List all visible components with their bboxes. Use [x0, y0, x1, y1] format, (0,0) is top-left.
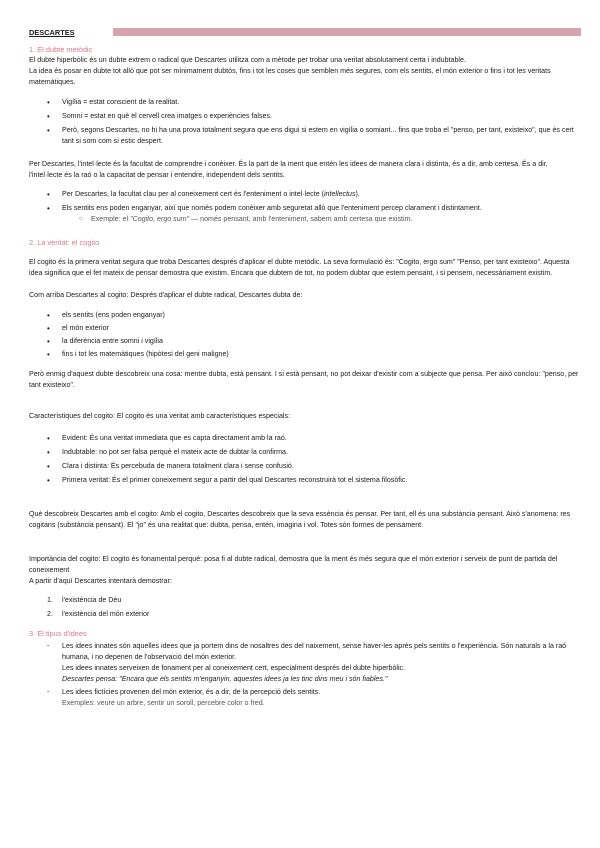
dash-marker: -	[47, 688, 50, 696]
list-item: • Somni = estat en què el cervell crea imatges o experiències falses.	[29, 111, 581, 122]
section-2-heading: 2. La veritat: el cogito	[29, 238, 100, 247]
list-item: • Clara i distinta: És percebuda de manera totalment clara i sense confusió.	[29, 461, 581, 472]
list-number: 1.	[47, 596, 53, 604]
list-item	[29, 609, 581, 620]
s1-bullet-list-2	[29, 189, 581, 225]
list-item: • Els sentits ens poden enganyar, així que només podem conèixer amb seguretat allò que l'enteniment percep clarament i distintament.	[29, 203, 581, 214]
text: Exemple: el	[91, 215, 131, 223]
s1-paragraph-3: Per Descartes, l'intel·lecte és la facultat de comprendre i conèixer. És la part de la ment que entén les idees de manera clara i distinta, és a dir, amb certesa. És a dir, l'intel·lecte és la raó o la capacitat de pensar i entendre, independent dels sentits.	[29, 160, 548, 179]
text: Les idees innates serveixen de fonament per al coneixement cert, especialment després del dubte hiperbòlic.	[62, 664, 406, 672]
text: l'existència de Déu	[62, 596, 122, 604]
s2-paragraph-5: Què descobreix Descartes amb el cogito: Amb el cogito, Descartes descobreix que la seva essència és pensar. Per tant, ell és una substància pensant. Això s'anomena: res cogitans (substància pensant). El "jo" és una realitat que: dubta, pensa, entén, imagina i vol. Totes són formes de pensament.	[29, 510, 571, 529]
s3-innate-ideas-item	[29, 641, 581, 685]
text: ).	[355, 190, 360, 198]
list-item: • Vigília = estat conscient de la realitat.	[29, 97, 581, 108]
text: l'existència del món exterior	[62, 610, 150, 618]
header-accent-bar	[113, 28, 581, 36]
text: "Cogito, ergo sum"	[130, 215, 190, 223]
s2-characteristics-list	[29, 433, 581, 486]
list-item: • Primera veritat: És el primer coneixement segur a partir del qual Descartes reconstruirà tot el sistema filosòfic.	[29, 475, 581, 486]
text: intellectus	[323, 190, 356, 198]
list-number: 2.	[47, 610, 53, 618]
section-3-heading: 3. El tipus d'idees	[29, 629, 87, 638]
list-item: • el món exterior	[29, 323, 581, 334]
list-item: • fins i tot les matemàtiques (hipòtesi del geni maligne)	[29, 349, 581, 360]
s2-paragraph-1: El cogito és la primera veritat segura que troba Descartes després d'aplicar el dubte metòdic. La seva formulació és: "Cogito, ergo sum" "Penso, per tant existeixo". Aquesta idea significa que el fet mateix de pensar demostra que existim. Encara que dubtem de tot, no podem dubtar que estem pensant, i si pensem, necessàriament existim.	[29, 258, 570, 277]
text: Exemples: veure un arbre, sentir un soroll, percebre color o fred.	[62, 699, 265, 707]
list-item: • Evident: És una veritat immediata que es capta directament amb la raó.	[29, 433, 581, 444]
s2-paragraph-7: A partir d'aquí Descartes intentarà demostrar:	[29, 577, 172, 585]
text: Les idees fictícies provenen del món exterior, és a dir, de la percepció dels sentits.	[62, 688, 321, 696]
list-item: • els sentits (ens poden enganyar)	[29, 310, 581, 321]
document-header	[29, 26, 581, 38]
text: Per Descartes, la facultat clau per al coneixement cert és l'enteniment o intel·lecte (	[62, 190, 324, 198]
s1-bullet-list-1	[29, 97, 581, 147]
text: — només pensant, amb l'enteniment, sabem amb certesa que existim.	[189, 215, 413, 223]
sub-list-item	[29, 214, 581, 225]
s1-paragraph-1: El dubte hiperbòlic és un dubte extrem o radical que Descartes utilitza com a mètode per trobar una veritat absolutament certa i indubtable.	[29, 56, 466, 64]
s2-paragraph-2: Com arriba Descartes al cogito: Després d'aplicar el dubte radical, Descartes dubta de:	[29, 291, 303, 299]
document-page	[29, 26, 581, 709]
text: Les idees innates són aquelles idees que ja portem dins de nosaltres des del naixement, sense haver-les après pels sentits o l'experiència. Són naturals a la raó humana, i no depenen de l'observació del món exterior.	[62, 642, 567, 661]
s2-doubt-list	[29, 310, 581, 360]
s2-paragraph-6: Importància del cogito: El cogito és fonamental perquè: posa fi al dubte radical, demostra que la ment és més segura que el món exterior i serveix de punt de partida del coneixement	[29, 555, 558, 574]
section-1-heading: 1. El dubte metòdic	[29, 45, 93, 54]
s2-paragraph-3: Però enmig d'aquest dubte descobreix una cosa: mentre dubta, està pensant. I si està pensant, no pot deixar d'existir com a subjecte que pensa. Per això conclou: "penso, per tant existeixo".	[29, 370, 579, 389]
document-title: DESCARTES	[29, 27, 75, 37]
list-item: • Però, segons Descartes, no hi ha una prova totalment segura que ens digui si estem en vigília o somiant... fins que troba el "penso, per tant, existeixo", que és cert tant si som com si estic despert.	[29, 125, 581, 147]
list-item: • Indubtable: no pot ser falsa perquè el mateix acte de dubtar la confirma.	[29, 447, 581, 458]
s3-fictitious-ideas-item	[29, 687, 581, 709]
dash-marker: -	[47, 642, 50, 650]
s2-numbered-list	[29, 595, 581, 620]
list-item	[29, 595, 581, 606]
s1-paragraph-2: La idea és posar en dubte tot allò que pot ser mínimament dubtós, fins i tot les coses que semblen més segures, com els sentits, el món exterior o fins i tot les veritats matemàtiques.	[29, 67, 551, 86]
s2-paragraph-4: Característiques del cogito: El cogito és una veritat amb característiques especials:	[29, 412, 291, 420]
list-item: • la diferència entre somni i vigília	[29, 336, 581, 347]
list-item	[29, 189, 581, 200]
quote: Descartes pensa: "Encara que els sentits m'enganyin, aquestes idees ja les tinc dins meu i són fiables."	[62, 675, 388, 683]
